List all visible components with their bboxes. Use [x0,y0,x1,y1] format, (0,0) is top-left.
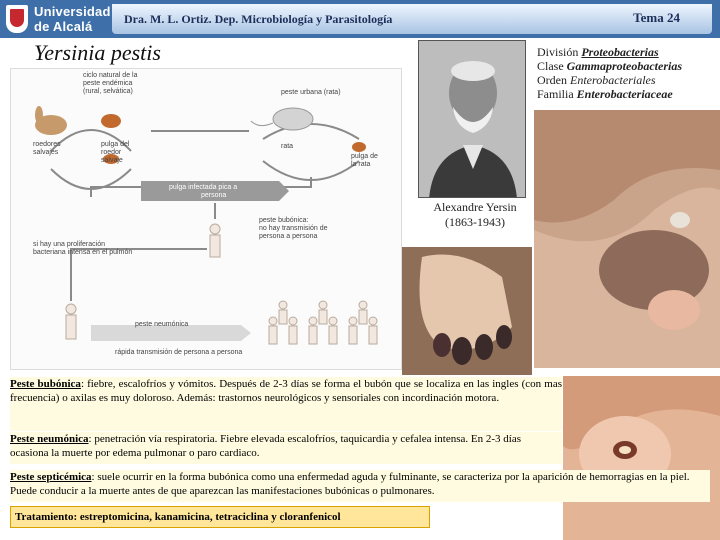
label-pulga-infectada-1: pulga infectada pica a [169,184,238,191]
neumonica-text: : penetración vía respiratoria. Fiebre elevada escalofríos, taquicardia y cefalea intensa. En 2-3 días ocasiona la muerte por edema pulmonar o paro cardiaco. [10,433,521,459]
label-proliferacion-2: bacteriana intensa en el pulmón [33,249,133,256]
familia-value: Enterobacteriaceae [576,87,673,101]
label-roedores-1: roedores [33,141,61,148]
taxonomy-clase [537,59,682,73]
bubonica-term: Peste bubónica [10,378,81,390]
label-ciclo-3: (rural, selvática) [83,88,133,95]
label-pulga-roedor-1: pulga del [101,141,130,148]
label-proliferacion-1: si hay una proliferación [33,241,105,248]
header-title: Dra. M. L. Ortiz. Dep. Microbiología y Parasitología [124,12,393,26]
orden-value: Enterobacteriales [570,73,656,87]
university-logo [4,3,110,35]
bubo-drawing [563,376,720,540]
taxonomy-list [537,45,682,101]
neumonica-term: Peste neumónica [10,433,89,445]
portrait-drawing [419,41,526,198]
label-peste-bubonica-1: peste bubónica: [259,217,309,224]
taxonomy-orden [537,73,682,87]
portrait-caption-years: (1863-1943) [445,215,505,229]
clinical-photo-bubo [563,376,720,540]
portrait-photo [418,40,526,198]
taxonomy-division [537,45,682,59]
diagram-drawing [11,69,403,371]
logo-text-line2: de Alcalá [34,19,93,34]
label-peste-urbana: peste urbana (rata) [281,89,341,96]
label-pulga-infectada-2: persona [201,192,227,199]
tratamiento-box [10,506,430,528]
hand-drawing [402,247,532,375]
familia-label: Familia [537,87,577,101]
gland-drawing [534,110,720,368]
orden-label: Orden [537,73,570,87]
label-peste-bubonica-2: no hay transmisión de [259,225,328,232]
septicemica-text: : suele ocurrir en la forma bubónica como una enfermedad aguda y fulminante, se caracteriza por la aparición de hemorragias en la piel. Puede conducir a la muerte antes de que aparezcan las manifestaciones bubónicas o pulmonares. [10,471,690,497]
label-pulga-rata-1: pulga de [351,153,378,160]
taxonomy-familia [537,87,682,101]
header-bar [0,0,720,38]
bubonica-text: : fiebre, escalofríos y vómitos. Después de 2-3 días se forma el bubón que se localiza en las ingles (con mas frecuencia) o axilas es muy doloroso. Además: trastornos neurológicos y sensoriales con incordinación motora. [10,378,562,404]
label-rata: rata [281,143,294,150]
label-pulga-roedor-2: roedor [101,149,122,156]
peste-bubonica-box [10,377,562,431]
septicemica-term: Peste septicémica [10,471,92,483]
tema-label: Tema 24 [633,10,680,25]
label-rapida-transmision: rápida transmisión de persona a persona [115,349,243,356]
transmission-diagram [10,68,402,370]
label-peste-bubonica-3: persona a persona [259,233,318,240]
clinical-photo-hand [402,247,532,375]
clase-value: Gammaproteobacterias [566,59,682,73]
page-title: Yersinia pestis [34,40,161,65]
clinical-photo-gland [534,110,720,368]
label-ciclo-1: ciclo natural de la [83,72,138,79]
division-label: División [537,45,582,59]
shield-icon [6,5,28,33]
tratamiento-text: Tratamiento: estreptomicina, kanamicina, tetraciclina y cloranfenicol [15,511,341,523]
label-pulga-roedor-3: salvaje [101,157,123,164]
label-roedores-2: salvajes [33,149,59,156]
label-pulga-rata-2: la rata [351,161,371,168]
label-ciclo-2: peste endémica [83,80,133,87]
portrait-caption-name: Alexandre Yersin [433,200,517,214]
peste-neumonica-box [10,432,562,464]
division-value: Proteobacterias [581,45,659,59]
peste-septicemica-box [10,470,710,502]
label-peste-neumonica: peste neumónica [135,321,189,328]
clase-label: Clase [537,59,567,73]
logo-text-line1: Universidad [34,4,111,19]
